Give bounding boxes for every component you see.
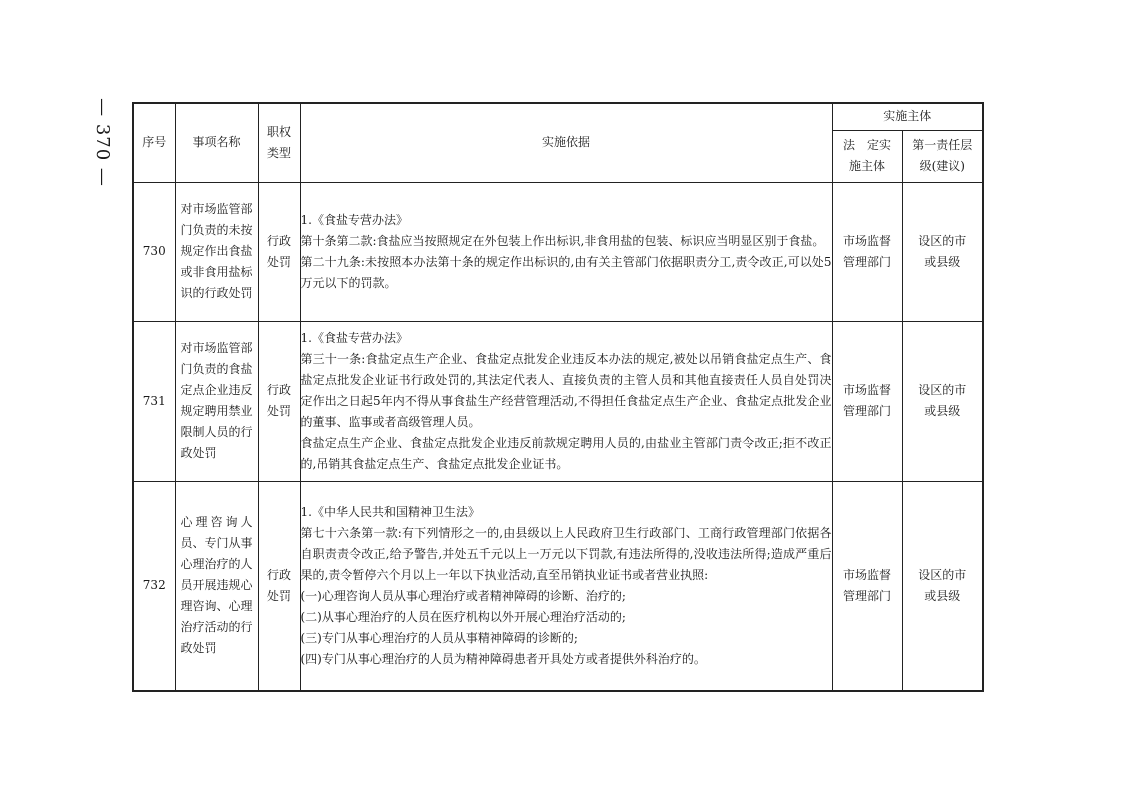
basis-line: (四)专门从事心理治疗的人员为精神障碍患者开具处方或者提供外科治疗的。 (300, 651, 706, 666)
basis-line: 第二十九条:未按照本办法第十条的规定作出标识的,由有关主管部门依据职责分工,责令改正,可以处5万元以下的罚款。 (300, 254, 832, 290)
basis-line: 食盐定点生产企业、食盐定点批发企业违反前款规定聘用人员的,由盐业主管部门责令改正;拒不改正的,吊销其食盐定点生产、食盐定点批发企业证书。 (300, 435, 832, 471)
basis-line: 第十条第二款:食盐应当按照规定在外包装上作出标识,非食用盐的包装、标识应当明显区别于食盐。 (300, 233, 825, 248)
table-row (133, 481, 983, 691)
authority-type: 行政处罚 (258, 182, 300, 321)
header-row-1 (133, 103, 983, 130)
header-first-responsibility: 第一责任层级(建议) (902, 130, 983, 182)
responsibility-level: 设区的市或县级 (902, 321, 983, 481)
page-number-text: — 370 — (91, 97, 113, 187)
table-row (133, 182, 983, 321)
header-seq: 序号 (133, 103, 175, 182)
matter-name: 心理咨询人员、专门从事心理治疗的人员开展违规心理咨询、心理治疗活动的行政处罚 (175, 481, 258, 691)
authority-type: 行政处罚 (258, 481, 300, 691)
matter-name: 对市场监管部门负责的食盐定点企业违反规定聘用禁业限制人员的行政处罚 (175, 321, 258, 481)
basis-cell (300, 182, 832, 321)
basis-cell (300, 321, 832, 481)
responsibility-level: 设区的市或县级 (902, 481, 983, 691)
basis-line: 第七十六条第一款:有下列情形之一的,由县级以上人民政府卫生行政部门、工商行政管理部门依据各自职责责令改正,给予警告,并处五千元以上一万元以下罚款,有违法所得的,没收违法所得;造成严重后果的,责令暂停六个月以上一年以下执业活动,直至吊销执业证书或者营业执照: (300, 525, 832, 582)
basis-line: 1.《食盐专营办法》 (300, 212, 408, 227)
header-name: 事项名称 (175, 103, 258, 182)
basis-line: (二)从事心理治疗的人员在医疗机构以外开展心理治疗活动的; (300, 609, 626, 624)
basis-line: 1.《中华人民共和国精神卫生法》 (300, 504, 480, 519)
responsibility-level: 设区的市或县级 (902, 182, 983, 321)
header-basis: 实施依据 (300, 103, 832, 182)
authority-type: 行政处罚 (258, 321, 300, 481)
legal-entity: 市场监督管理部门 (832, 321, 902, 481)
basis-line: 1.《食盐专营办法》 (300, 330, 408, 345)
header-legal-entity: 法 定实施主体 (832, 130, 902, 182)
basis-line: 第三十一条:食盐定点生产企业、食盐定点批发企业违反本办法的规定,被处以吊销食盐定点生产、食盐定点批发企业证书行政处罚的,其法定代表人、直接负责的主管人员和其他直接责任人员自处罚决定作出之日起5年内不得从事食盐生产经营管理活动,不得担任食盐定点生产企业、食盐定点批发企业的董事、监事或者高级管理人员。 (300, 351, 832, 429)
row-number: 730 (133, 182, 175, 321)
basis-cell (300, 481, 832, 691)
table-row (133, 321, 983, 481)
page-number (84, 92, 120, 192)
legal-entity: 市场监督管理部门 (832, 481, 902, 691)
row-number: 732 (133, 481, 175, 691)
matters-table (132, 102, 984, 692)
header-authority-type: 职权类型 (258, 103, 300, 182)
legal-entity: 市场监督管理部门 (832, 182, 902, 321)
basis-line: (一)心理咨询人员从事心理治疗或者精神障碍的诊断、治疗的; (300, 588, 626, 603)
basis-line: (三)专门从事心理治疗的人员从事精神障碍的诊断的; (300, 630, 578, 645)
matter-name: 对市场监管部门负责的未按规定作出食盐或非食用盐标识的行政处罚 (175, 182, 258, 321)
row-number: 731 (133, 321, 175, 481)
header-entity-group: 实施主体 (832, 103, 983, 130)
